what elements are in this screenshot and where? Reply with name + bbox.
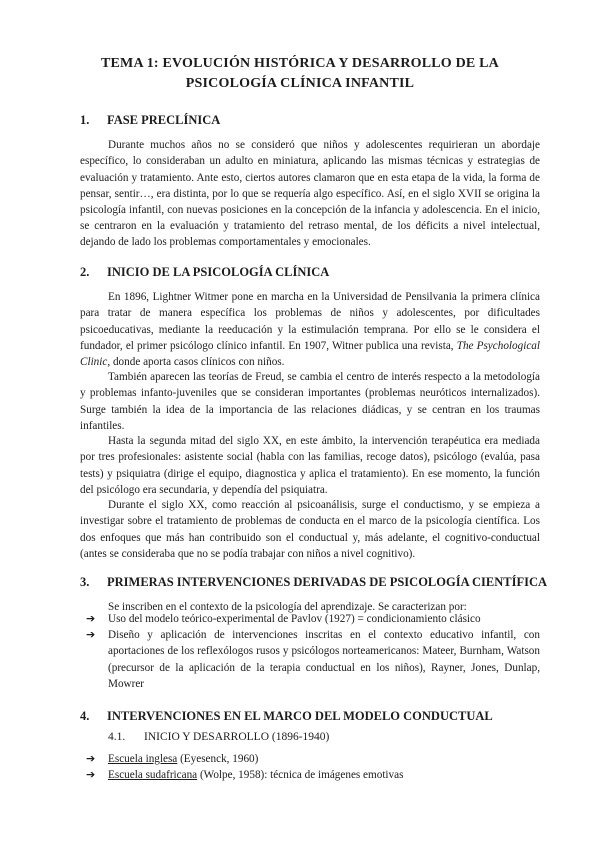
section-3-bullet-list	[80, 611, 540, 692]
arrow-bullet-icon: ➔	[86, 612, 96, 625]
section-4-bullet-list	[80, 751, 540, 783]
arrow-bullet-icon: ➔	[86, 768, 96, 782]
section-2-heading	[80, 265, 329, 280]
section-number: 3.	[80, 575, 90, 589]
list-item	[80, 611, 540, 627]
subsection-4-1-heading	[108, 731, 329, 743]
paragraph-text: En 1896, Lightner Witmer pone en marcha en la Universidad de Pensilvania la primera clínica para tratar de manera específica los problemas de niños y adolescentes, por dificultades psicoeducativas, mediante la reeducación y la estimulación temprana. Por ello se le considera el fundador, el primer psicólogo clínico infantil. En 1907, Witner publica una revista,	[80, 291, 540, 352]
section-2-paragraph-2: También aparecen las teorías de Freud, se cambia el centro de interés respecto a la metodología y problemas infanto-juveniles que se consideran importantes (problemas neuróticos internalizados). Surge también la idea de la importancia de las relaciones diádicas, y se centran en los traumas infantiles.	[80, 371, 540, 432]
subsection-title: INICIO Y DESARROLLO (1896-1940)	[144, 731, 330, 743]
section-title: PRIMERAS INTERVENCIONES DERIVADAS DE PSICOLOGÍA CIENTÍFICA	[107, 575, 548, 589]
list-item	[80, 767, 540, 783]
section-number: 1.	[80, 113, 90, 127]
list-item	[80, 751, 540, 767]
section-number: 4.	[80, 709, 90, 723]
document-title	[60, 54, 540, 94]
section-title: INICIO DE LA PSICOLOGÍA CLÍNICA	[107, 265, 330, 279]
section-title: INTERVENCIONES EN EL MARCO DEL MODELO CONDUCTUAL	[107, 709, 493, 723]
arrow-bullet-icon: ➔	[86, 752, 96, 765]
school-name: Escuela inglesa	[108, 753, 178, 765]
section-3-intro: Se inscriben en el contexto de la psicología del aprendizaje. Se caracterizan por:	[108, 601, 467, 614]
section-2-paragraph-3: Hasta la segunda mitad del siglo XX, en este ámbito, la intervención terapéutica era mediada por tres profesionales: asistente social (habla con las familias, recoge datos), psicólogo (evalúa, pasa tests) y psiquiatra (dirige el equipo, diagnostica y aplica el tratamiento). En ese momento, la función del psicólogo era secundaria, y dependía del psiquiatra.	[80, 435, 540, 496]
school-name: Escuela sudafricana	[108, 769, 198, 782]
paragraph-text: , donde aporta casos clínicos con niños.	[107, 356, 285, 368]
list-item-text: Uso del modelo teórico-experimental de Pavlov (1927) = condicionamiento clásico	[108, 613, 481, 625]
section-1-heading	[80, 113, 220, 128]
section-2-paragraph-4: Durante el siglo XX, como reacción al psicoanálisis, surge el conductismo, y se empieza a investigar sobre el tratamiento de problemas de conducta en el marco de la psicología científica. Los dos enfoques que más han contribuido son el conductual y, más adelante, el cognitivo-conductual (antes se consideraba que no se podía trabajar con niños a nivel cognitivo).	[80, 499, 540, 560]
list-item	[80, 627, 540, 692]
subsection-number: 4.1.	[108, 731, 126, 743]
journal-title: The Psychological Clinic	[80, 339, 540, 368]
section-1-paragraph: Durante muchos años no se consideró que niños y adolescentes requirieran un abordaje específico, lo consideraban un adulto en miniatura, aplicando las mismas técnicas y estrategias de evaluación y tratamiento. Ante esto, ciertos autores clamaron que en esta etapa de la vida, la forma de pensar, sentir…, era distinta, por lo que se requería algo específico. Así, en el siglo XVII se origina la psicología infantil, con nuevas posiciones en la concepción de la infancia y adolescencia. En el inicio, se centraron en la evaluación y tratamiento del retraso mental, de los déficits a nivel intelectual, dejando de lado los problemas comportamentales y emocionales.	[80, 139, 540, 249]
section-4-heading	[80, 709, 493, 724]
section-2-paragraph-1	[80, 289, 540, 370]
list-item-text: Diseño y aplicación de intervenciones inscritas en el contexto educativo infantil, con aportaciones de los reflexólogos rusos y psicólogos norteamericanos: Mateer, Burnham, Watson (precursor de la aplicación de la terapia conductual en los niños), Rayner, Jones, Dunlap, Mowrer	[108, 629, 540, 690]
list-item-text: (Eyesenck, 1960)	[177, 753, 259, 765]
section-title: FASE PRECLÍNICA	[107, 113, 221, 127]
section-number: 2.	[80, 265, 90, 279]
section-3-heading	[80, 575, 547, 590]
title-line-1: TEMA 1: EVOLUCIÓN HISTÓRICA Y DESARROLLO DE LA	[100, 56, 499, 71]
arrow-bullet-icon: ➔	[86, 628, 96, 642]
list-item-text: (Wolpe, 1958): técnica de imágenes emotivas	[197, 769, 404, 782]
title-line-2: PSICOLOGÍA CLÍNICA INFANTIL	[185, 76, 415, 91]
